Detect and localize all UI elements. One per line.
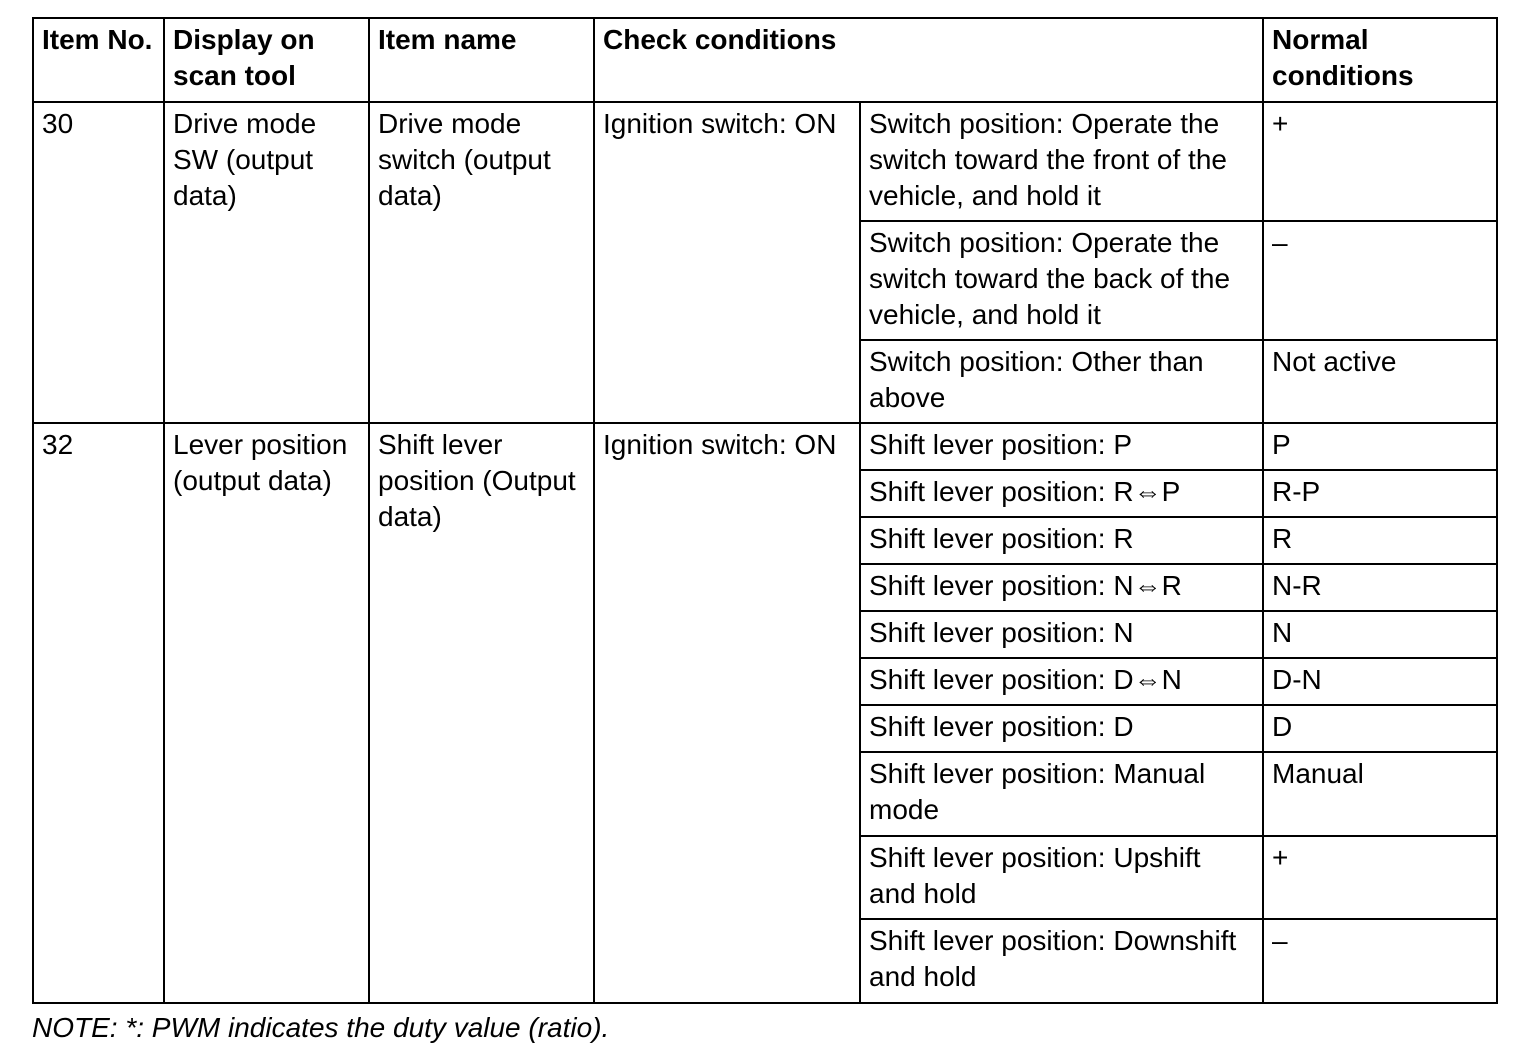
normal-condition-cell: D [1263,705,1497,752]
ignition-condition-cell: Ignition switch: ON [594,102,860,423]
check-condition-cell: Shift lever position: D⇔N [860,658,1263,705]
normal-condition-cell: – [1263,221,1497,340]
item-name-cell: Shift lever position (Output data) [369,423,594,1003]
item-name-cell: Drive mode switch (output data) [369,102,594,423]
header-check-conditions: Check conditions [594,18,1263,102]
header-item-no: Item No. [33,18,164,102]
item-no-cell: 32 [33,423,164,1003]
check-condition-cell: Shift lever position: Manual mode [860,752,1263,836]
normal-condition-cell: P [1263,423,1497,470]
normal-condition-cell: + [1263,836,1497,919]
item-no-cell: 30 [33,102,164,423]
normal-condition-cell: N [1263,611,1497,658]
header-display-on-scan-tool: Display on scan tool [164,18,369,102]
normal-condition-cell: N-R [1263,564,1497,611]
normal-condition-cell: Not active [1263,340,1497,423]
footnote: NOTE: *: PWM indicates the duty value (ratio). [32,1012,610,1043]
check-condition-cell: Shift lever position: P [860,423,1263,470]
normal-condition-cell: + [1263,102,1497,221]
check-condition-cell: Shift lever position: N [860,611,1263,658]
check-condition-cell: Switch position: Operate the switch toward the front of the vehicle, and hold it [860,102,1263,221]
normal-condition-cell: D-N [1263,658,1497,705]
header-row [33,18,1497,102]
table-row [33,102,1497,221]
header-normal-conditions: Normal conditions [1263,18,1497,102]
header-item-name: Item name [369,18,594,102]
normal-condition-cell: R-P [1263,470,1497,517]
ignition-condition-cell: Ignition switch: ON [594,423,860,1003]
data-list-table [32,17,1498,1004]
normal-condition-cell: Manual [1263,752,1497,836]
check-condition-cell: Shift lever position: N⇔R [860,564,1263,611]
table-row [33,423,1497,470]
check-condition-cell: Shift lever position: R [860,517,1263,564]
display-cell: Drive mode SW (output data) [164,102,369,423]
normal-condition-cell: – [1263,919,1497,1003]
normal-condition-cell: R [1263,517,1497,564]
check-condition-cell: Switch position: Operate the switch toward the back of the vehicle, and hold it [860,221,1263,340]
check-condition-cell: Shift lever position: Upshift and hold [860,836,1263,919]
check-condition-cell: Shift lever position: Downshift and hold [860,919,1263,1003]
display-cell: Lever position (output data) [164,423,369,1003]
check-condition-cell: Shift lever position: R⇔P [860,470,1263,517]
check-condition-cell: Switch position: Other than above [860,340,1263,423]
check-condition-cell: Shift lever position: D [860,705,1263,752]
